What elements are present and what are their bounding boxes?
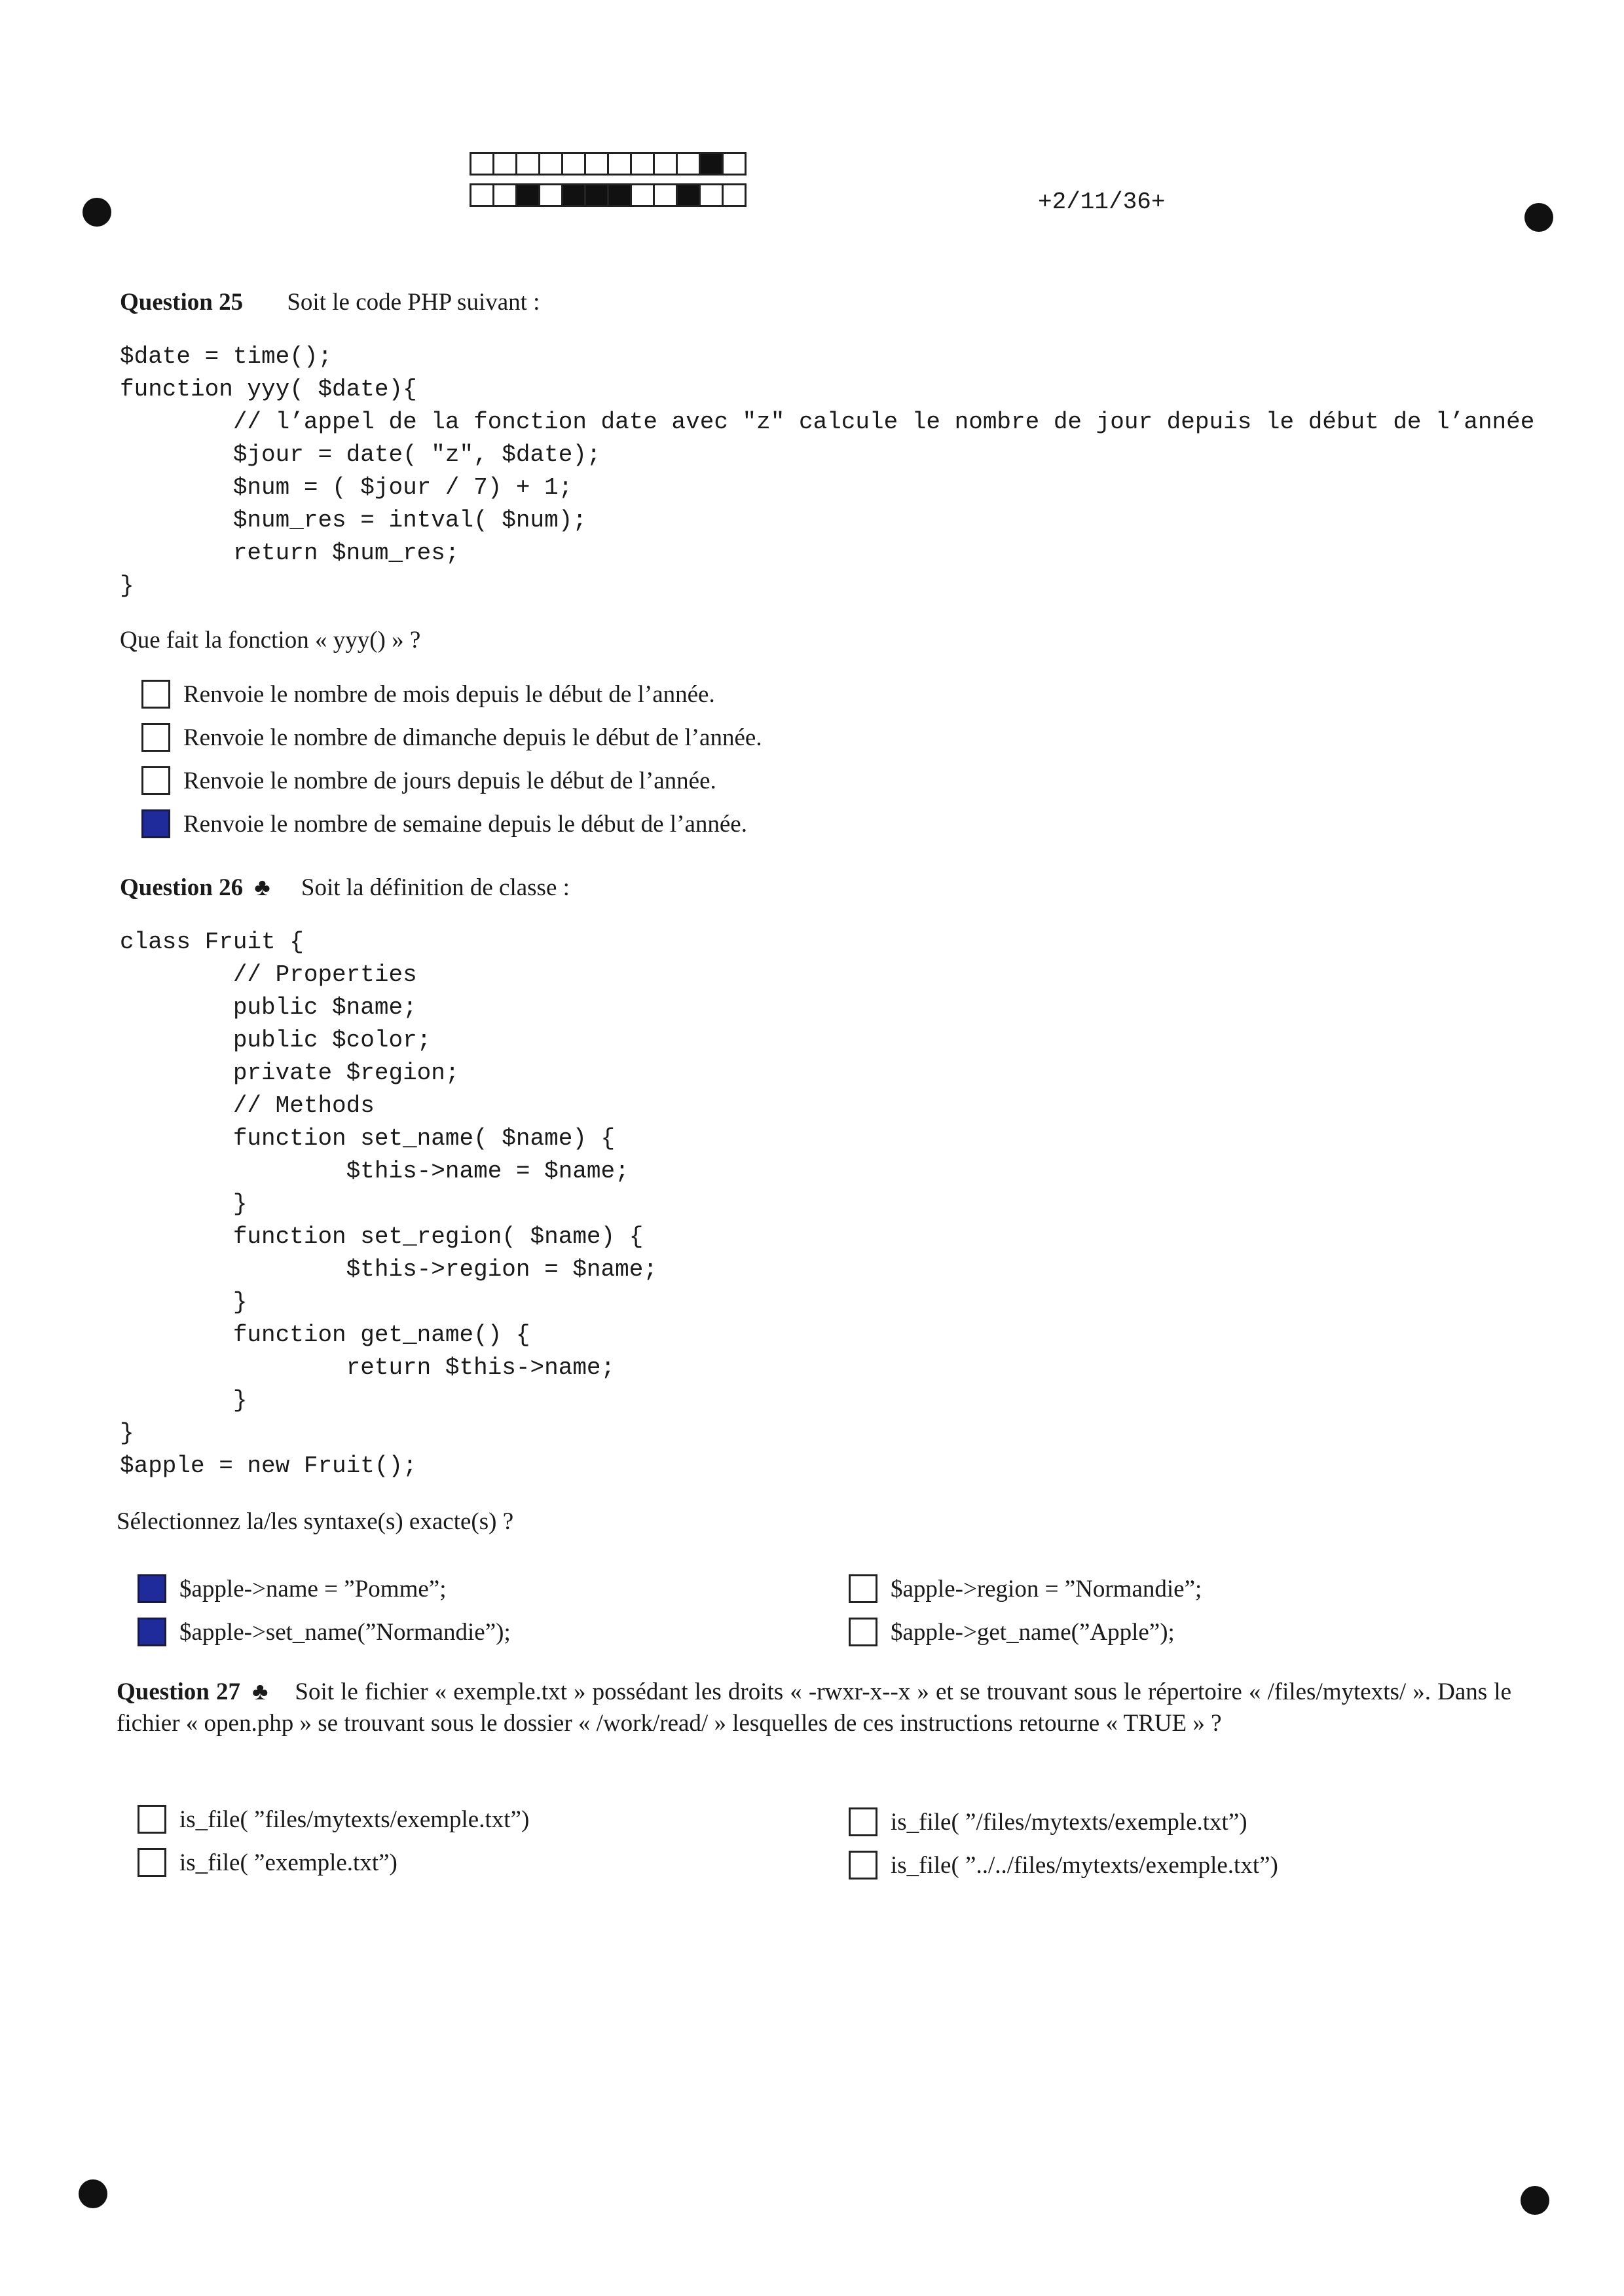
q27-option-2[interactable] (138, 1848, 397, 1877)
q25-intro: Soit le code PHP suivant : (287, 289, 540, 316)
q26-option-4[interactable] (849, 1618, 1175, 1646)
code-cell (538, 183, 563, 207)
q27-option-4-label: is_file( ”../../files/mytexts/exemple.txt”) (891, 1851, 1278, 1879)
q27-option-2-label: is_file( ”exemple.txt”) (179, 1849, 397, 1876)
code-cell (561, 183, 586, 207)
page-id: +2/11/36+ (1038, 189, 1166, 215)
q26-option-1-checkbox[interactable] (138, 1574, 166, 1603)
q25-option-1[interactable] (141, 680, 715, 709)
club-icon: ♣ (254, 874, 270, 901)
q26-option-4-checkbox[interactable] (849, 1618, 877, 1646)
q27-intro: Soit le fichier « exemple.txt » possédant les droits « -rwxr-x--x » et se trouvant sous le répertoire « /files/mytexts/ ». Dans le fichier « open.php » se trouvant sous le dossier « /work/read/ » lesquelles de ces instructions retourne « TRUE » ? (117, 1678, 1512, 1737)
code-cell (699, 183, 724, 207)
code-cell (630, 183, 655, 207)
registration-mark-top-right (1524, 203, 1553, 232)
code-cell (538, 152, 563, 176)
q25-option-2-label: Renvoie le nombre de dimanche depuis le début de l’année. (183, 724, 762, 751)
code-cell (653, 183, 678, 207)
code-cell (470, 183, 494, 207)
code-cell (699, 152, 724, 176)
q26-option-3-checkbox[interactable] (849, 1574, 877, 1603)
code-cell (492, 183, 517, 207)
q25-option-4-label: Renvoie le nombre de semaine depuis le début de l’année. (183, 810, 747, 838)
q25-option-3[interactable] (141, 766, 716, 795)
code-cell (492, 152, 517, 176)
q27-header (117, 1676, 1511, 1739)
code-cell (515, 183, 540, 207)
q27-option-3-label: is_file( ”/files/mytexts/exemple.txt”) (891, 1808, 1247, 1836)
q26-option-1[interactable] (138, 1574, 447, 1603)
code-cell (722, 183, 747, 207)
registration-mark-bottom-right (1521, 2186, 1549, 2215)
student-code-row-1 (471, 152, 747, 176)
q26-option-2-label: $apple->set_name(”Normandie”); (179, 1618, 511, 1646)
q25-question: Que fait la fonction « yyy() » ? (120, 627, 421, 654)
code-cell (676, 183, 701, 207)
code-cell (515, 152, 540, 176)
q26-label: Question 26 (120, 874, 244, 901)
code-cell (630, 152, 655, 176)
q27-label: Question 27 (117, 1678, 240, 1705)
q26-option-4-label: $apple->get_name(”Apple”); (891, 1618, 1175, 1646)
q25-option-3-label: Renvoie le nombre de jours depuis le début de l’année. (183, 767, 716, 794)
q27-option-4-checkbox[interactable] (849, 1851, 877, 1879)
q26-intro: Soit la définition de classe : (301, 874, 570, 901)
q25-code: $date = time(); function yyy( $date){ // l’appel de la fonction date avec "z" calcule le nombre de jour depuis le début de l’année $jour = date( "z", $date); $num = ( $jour / 7) + 1; $num_res = intval( $num); return $num_res; } (120, 343, 1535, 599)
q25-option-3-checkbox[interactable] (141, 766, 170, 795)
registration-mark-top-left (83, 198, 111, 227)
code-cell (607, 183, 632, 207)
q26-option-3[interactable] (849, 1574, 1202, 1603)
q25-option-4-checkbox[interactable] (141, 809, 170, 838)
student-code-row-2 (471, 183, 747, 207)
code-cell (584, 183, 609, 207)
q25-option-1-checkbox[interactable] (141, 680, 170, 709)
q25-option-2[interactable] (141, 723, 762, 752)
q25-option-2-checkbox[interactable] (141, 723, 170, 752)
q27-option-1[interactable] (138, 1805, 529, 1834)
q26-question: Sélectionnez la/les syntaxe(s) exacte(s) ? (117, 1508, 514, 1535)
q25-option-1-label: Renvoie le nombre de mois depuis le début de l’année. (183, 680, 715, 708)
q25-label: Question 25 (120, 289, 244, 316)
q25-header (120, 288, 540, 316)
q27-option-1-label: is_file( ”files/mytexts/exemple.txt”) (179, 1805, 530, 1833)
q26-option-2-checkbox[interactable] (138, 1618, 166, 1646)
q27-option-2-checkbox[interactable] (138, 1848, 166, 1877)
q27-option-3-checkbox[interactable] (849, 1807, 877, 1836)
club-icon: ♣ (252, 1678, 269, 1705)
code-cell (676, 152, 701, 176)
q26-option-1-label: $apple->name = ”Pomme”; (179, 1575, 447, 1602)
q26-option-2[interactable] (138, 1618, 511, 1646)
q25-option-4[interactable] (141, 809, 747, 838)
q26-header (120, 874, 570, 902)
code-cell (722, 152, 747, 176)
code-cell (561, 152, 586, 176)
code-cell (584, 152, 609, 176)
code-cell (470, 152, 494, 176)
registration-mark-bottom-left (79, 2179, 107, 2208)
code-cell (607, 152, 632, 176)
code-cell (653, 152, 678, 176)
q26-option-3-label: $apple->region = ”Normandie”; (891, 1575, 1202, 1602)
q27-option-1-checkbox[interactable] (138, 1805, 166, 1834)
q26-code: class Fruit { // Properties public $name; public $color; private $region; // Methods function set_name( $name) { $this->name = $name; } function set_region( $name) { $this->region = $name; } function get_name() { return $this->name; } } $apple = new Fruit(); (120, 929, 657, 1479)
q27-option-3[interactable] (849, 1807, 1247, 1836)
q27-option-4[interactable] (849, 1851, 1278, 1879)
